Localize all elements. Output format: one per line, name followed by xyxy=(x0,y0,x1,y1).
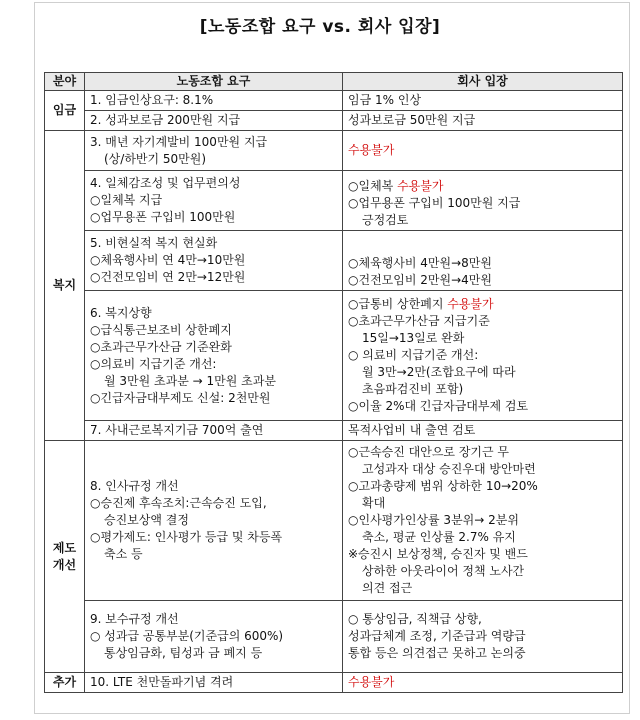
table-row xyxy=(45,291,623,421)
union-cell xyxy=(85,441,343,601)
header-category: 분야 xyxy=(45,73,85,91)
company-cell xyxy=(343,673,623,693)
company-cell xyxy=(343,91,623,111)
cell-text: ※승진시 보상정책, 승진자 및 밴드 xyxy=(348,547,528,561)
cell-text: 8. 인사규정 개선 xyxy=(90,479,179,493)
cell-text: ○업무용폰 구입비 100만원 지급 xyxy=(348,196,521,210)
cell-text: ○초과근무가산금 지급기준 xyxy=(348,314,490,328)
cell-text: 목적사업비 내 출연 검토 xyxy=(348,423,476,437)
category-cell-system xyxy=(45,441,85,673)
cell-text-part: ○급통비 상한폐지 xyxy=(348,297,448,311)
cell-text xyxy=(348,178,617,195)
cell-text: 2. 성과보로금 200만원 지급 xyxy=(90,113,241,127)
category-cell-wage: 임금 xyxy=(45,91,85,131)
cell-text: 5. 비현실적 복지 현실화 xyxy=(90,236,218,250)
cell-text: ○급식통근보조비 상한폐지 xyxy=(90,322,232,337)
cell-text: ○ 성과급 공통부분(기준급의 600%) xyxy=(90,629,284,643)
table-row xyxy=(45,673,623,693)
cell-text: 의견 접근 xyxy=(362,581,413,595)
cell-text: ○일체복 지급 xyxy=(90,193,163,207)
union-cell xyxy=(85,131,343,171)
cell-text: 임금 1% 인상 xyxy=(348,93,422,107)
cell-text: 통합 등은 의견접근 못하고 논의중 xyxy=(348,646,526,660)
table-row xyxy=(45,111,623,131)
table-row xyxy=(45,131,623,171)
union-cell xyxy=(85,231,343,291)
cell-text: 통상임금화, 팀성과 금 폐지 등 xyxy=(104,646,263,660)
cell-text: 15일→13일로 완화 xyxy=(362,331,465,345)
cell-text: ○긴급자금대부제도 신설: 2천만원 xyxy=(90,390,271,405)
union-cell xyxy=(85,601,343,673)
cell-text: 9. 보수규정 개선 xyxy=(90,612,179,626)
cell-text: 상하한 아웃라이어 정책 노사간 xyxy=(362,564,525,578)
union-cell xyxy=(85,91,343,111)
cell-text: ○근속승진 대안으로 장기근 무 xyxy=(348,445,510,459)
cell-text: 10. LTE 천만돌파기념 격려 xyxy=(90,675,234,689)
company-cell xyxy=(343,291,623,421)
category-cell-extra: 추가 xyxy=(45,673,85,693)
cell-text: 확대 xyxy=(362,496,386,510)
cell-text: 3. 매년 자기계발비 100만원 지급 xyxy=(90,134,268,149)
reject-text: 수용불가 xyxy=(397,179,444,193)
company-cell xyxy=(343,601,623,673)
union-cell xyxy=(85,111,343,131)
document-title: [노동조합 요구 vs. 회사 입장] xyxy=(199,17,441,37)
cell-text: ○체육행사비 4만원→8만원 xyxy=(348,256,492,270)
cell-text: ○의료비 지급기준 개선: xyxy=(90,356,217,371)
reject-text: 수용불가 xyxy=(447,297,494,311)
table-row xyxy=(45,171,623,231)
cell-text: 월 3만원 초과분 → 1만원 초과분 xyxy=(104,373,276,388)
cell-text: ○업무용폰 구입비 100만원 xyxy=(90,210,236,224)
cell-text: ○이율 2%대 긴급자금대부제 검토 xyxy=(348,399,529,413)
company-cell xyxy=(343,111,623,131)
cell-text: 1. 임금인상요구: 8.1% xyxy=(90,93,214,107)
header-union: 노동조합 요구 xyxy=(85,73,343,91)
table-row xyxy=(45,441,623,601)
company-cell xyxy=(343,421,623,441)
cell-text: 긍정검토 xyxy=(362,213,409,227)
header-company: 회사 입장 xyxy=(343,73,623,91)
company-cell xyxy=(343,231,623,291)
union-cell xyxy=(85,171,343,231)
company-cell xyxy=(343,131,623,171)
union-cell xyxy=(85,421,343,441)
reject-text: 수용불가 xyxy=(348,143,395,157)
cell-text: 7. 사내근로복지기금 700억 출연 xyxy=(90,423,264,437)
cell-text: 승진보상액 결정 xyxy=(104,513,189,527)
cell-text: ○인사평가인상률 3분위→ 2분위 xyxy=(348,513,519,527)
table-row xyxy=(45,601,623,673)
cell-text: ○건전모임비 연 2만→12만원 xyxy=(90,270,246,284)
table-row xyxy=(45,91,623,111)
company-cell xyxy=(343,171,623,231)
cell-text: 축소 등 xyxy=(104,547,143,561)
cell-text: 초음파검진비 포함) xyxy=(362,382,464,396)
comparison-table xyxy=(44,72,623,693)
cell-text: 월 3만→2만(조합요구에 따라 xyxy=(362,365,516,379)
cell-text: 6. 복지상향 xyxy=(90,305,152,320)
cell-text-part: ○일체복 xyxy=(348,179,398,193)
union-cell xyxy=(85,291,343,421)
reject-text: 수용불가 xyxy=(348,675,395,689)
union-cell xyxy=(85,673,343,693)
cell-text: ○ 의료비 지급기준 개선: xyxy=(348,348,479,362)
category-text: 제도 개선 xyxy=(52,540,77,572)
cell-text: ○건전모임비 2만원→4만원 xyxy=(348,273,492,287)
cell-text: ○ 통상임금, 직책급 상향, xyxy=(348,612,482,626)
cell-text: 4. 일체감조성 및 업무편의성 xyxy=(90,176,241,190)
cell-text xyxy=(348,296,617,313)
cell-text: ○고과총량제 범위 상하한 10→20% xyxy=(348,479,538,493)
table-row xyxy=(45,421,623,441)
cell-text: ○체육행사비 연 4만→10만원 xyxy=(90,253,246,267)
company-cell xyxy=(343,441,623,601)
category-cell-welfare: 복지 xyxy=(45,131,85,441)
cell-text: 축소, 평균 인상률 2.7% 유지 xyxy=(362,530,516,544)
cell-text: ○초과근무가산금 기준완화 xyxy=(90,339,232,354)
cell-text: ○평가제도: 인사평가 등급 및 차등폭 xyxy=(90,530,283,544)
table-header-row xyxy=(45,73,623,91)
cell-text: (상/하반기 50만원) xyxy=(104,151,207,166)
cell-text: 성과보로금 50만원 지급 xyxy=(348,113,476,127)
cell-text: 고성과자 대상 승진우대 방안마련 xyxy=(362,462,536,476)
cell-text: 성과급체계 조정, 기준급과 역량급 xyxy=(348,629,526,643)
cell-text: ○승진제 후속조치:근속승진 도입, xyxy=(90,496,267,510)
table-row xyxy=(45,231,623,291)
